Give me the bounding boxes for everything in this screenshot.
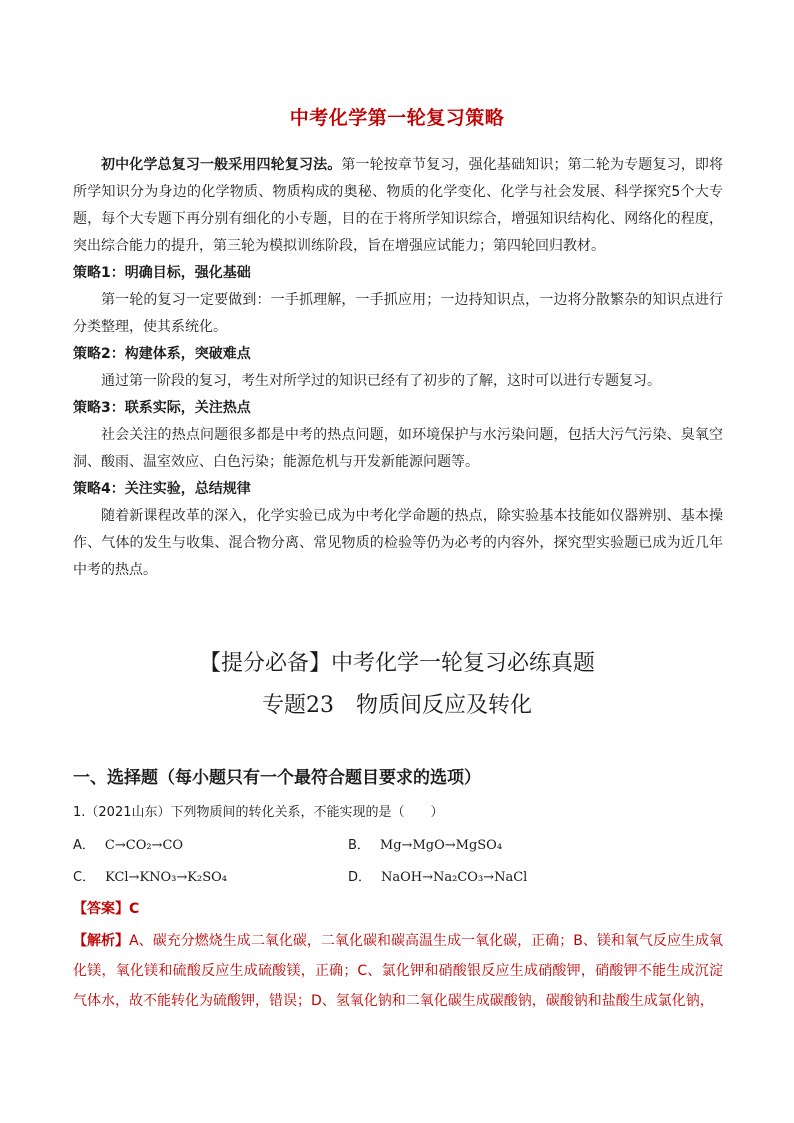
option-a: [73, 834, 183, 853]
question-stem: 1.（2021山东）下列物质间的转化关系，不能实现的是（ ）: [73, 805, 444, 820]
analysis-label: 【解析】: [73, 933, 130, 949]
strategy-1-heading: 策略1：明确目标，强化基础: [73, 265, 251, 281]
answer-value: C: [129, 901, 140, 917]
option-a-text: C→CO₂→CO: [104, 838, 184, 853]
topic-title: 专题23 物质间反应及转化: [262, 693, 532, 718]
option-d-text: NaOH→Na₂CO₃→NaCl: [381, 870, 528, 885]
strategy-1-body: 第一轮的复习一定要做到：一手抓理解，一手抓应用；一边持知识点，一边将分散繁杂的知识点进行分类整理，使其系统化。: [73, 292, 723, 335]
doc-title: 中考化学第一轮复习策略: [289, 107, 505, 129]
strategy-2-heading: 策略2：构建体系，突破难点: [73, 346, 251, 362]
option-c-text: KCl→KNO₃→K₂SO₄: [105, 870, 227, 885]
option-b: [348, 834, 502, 853]
option-b-text: Mg→MgO→MgSO₄: [379, 838, 503, 853]
strategy-2-body: 通过第一阶段的复习，考生对所学过的知识已经有了初步的了解，这时可以进行专题复习。: [101, 373, 661, 389]
strategy-4-body: 随着新课程改革的深入，化学实验已成为中考化学命题的热点，除实验基本技能如仪器辨别、基本操作、气体的发生与收集、混合物分离、常见物质的检验等仍为必考的内容外，探究型实验题已成为近几年中考的热点。: [73, 508, 723, 578]
analysis-paragraph: [73, 926, 723, 1016]
strategy-4-heading: 策略4：关注实验，总结规律: [73, 481, 251, 497]
strategy-3-heading: 策略3：联系实际，关注热点: [73, 400, 251, 416]
intro-text: 第一轮按章节复习，强化基础知识；第二轮为专题复习，即将所学知识分为身边的化学物质、物质构成的奥秘、物质的化学变化、化学与社会发展、科学探究5个大专题，每个大专题下再分别有细化的小专题，目的在于将所学知识综合，增强知识结构化、网络化的程度，突出综合能力的提升，第三轮为模拟训练阶段，旨在增强应试能力；第四轮回归教材。: [73, 157, 724, 254]
section-title: 一、选择题（每小题只有一个最符合题目要求的选项）: [73, 768, 481, 788]
intro-paragraph: [73, 152, 723, 260]
strategy-body: [73, 152, 723, 584]
option-a-key: A．: [73, 838, 95, 853]
option-d: [348, 866, 527, 885]
option-b-key: B．: [348, 838, 370, 853]
answer-line: [73, 898, 139, 918]
analysis-text: A、碳充分燃烧生成二氧化碳，二氧化碳和碳高温生成一氧化碳，正确；B、镁和氧气反应生成氧化镁，氧化镁和硫酸反应生成硫酸镁，正确；C、氯化钾和硝酸银反应生成硝酸钾，硝酸钾不能生成沉淀气体水，故不能转化为硫酸钾，错误；D、氢氧化钠和二氧化碳生成碳酸钠，碳酸钠和盐酸生成氯化钠，: [73, 933, 723, 1009]
strategy-3-body: 社会关注的热点问题很多都是中考的热点问题，如环境保护与水污染问题，包括大污气污染、臭氧空洞、酸雨、温室效应、白色污染；能源危机与开发新能源问题等。: [73, 427, 723, 470]
option-c-key: C．: [73, 870, 96, 885]
option-c: [73, 866, 227, 885]
intro-lead: 初中化学总复习一般采用四轮复习法。: [101, 157, 342, 173]
main-title: 【提分必备】中考化学一轮复习必练真题: [198, 651, 595, 676]
option-d-key: D．: [348, 870, 372, 885]
answer-label: 【答案】: [73, 901, 129, 917]
